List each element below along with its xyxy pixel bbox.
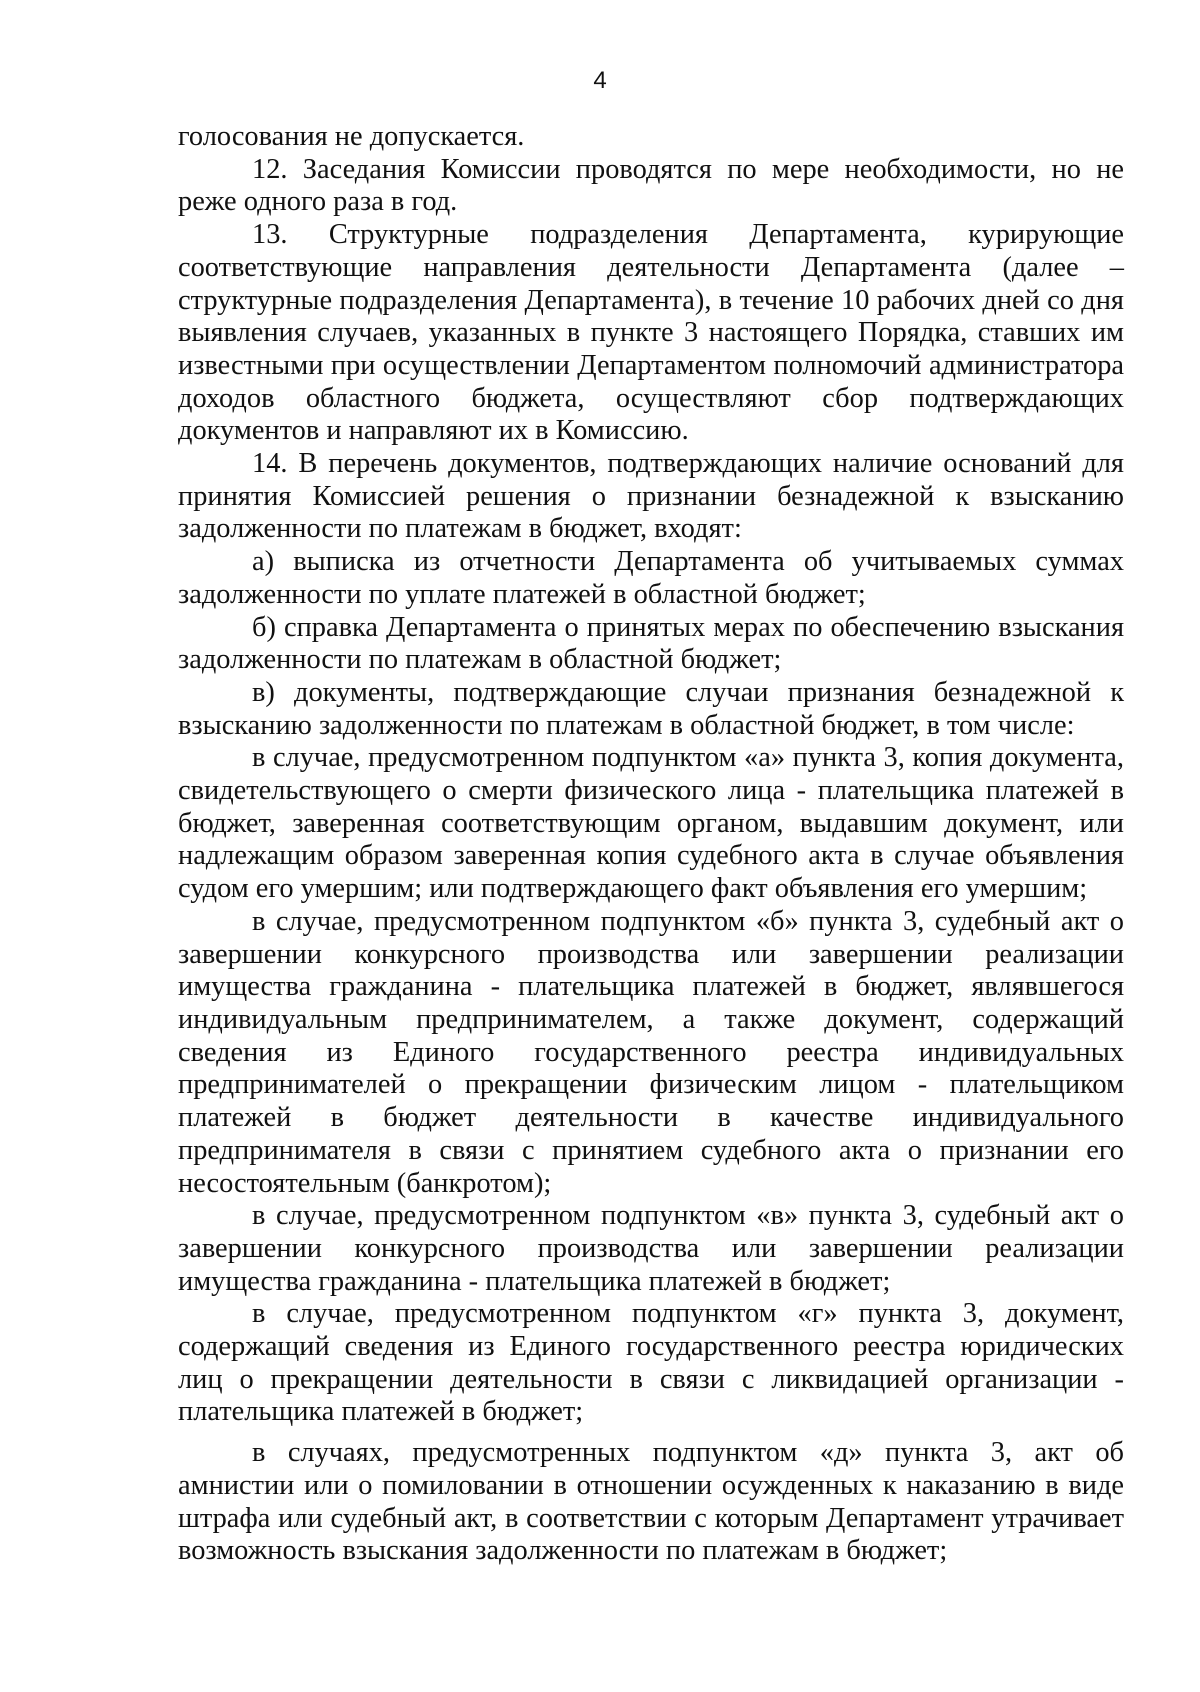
paragraph-case-d: в случаях, предусмотренных подпунктом «д» пункта 3, акт об амнистии или о помиловании в отношении осужденных к наказанию в виде штрафа или судебный акт, в соответствии с которым Департамент утрачивает возможность взыскания задолженности по платежам в бюджет;	[178, 1437, 1124, 1567]
paragraph-subitem-v: в) документы, подтверждающие случаи признания безнадежной к взысканию задолженности по платежам в областной бюджет, в том числе:	[178, 676, 1124, 741]
paragraph-item-12: 12. Заседания Комиссии проводятся по мере необходимости, но не реже одного раза в год.	[178, 153, 1124, 218]
paragraph-continuation: голосования не допускается.	[178, 121, 525, 152]
paragraph-item-14: 14. В перечень документов, подтверждающих наличие оснований для принятия Комиссией решения о признании безнадежной к взысканию задолженности по платежам в бюджет, входят:	[178, 448, 1124, 545]
paragraph-item-13: 13. Структурные подразделения Департамента, курирующие соответствующие направления деятельности Департамента (далее – структурные подразделения Департамента), в течение 10 рабочих дней со дня выявления случаев, указанных в пункте 3 настоящего Порядка, ставших им известными при осуществлении Департаментом полномочий администратора доходов областного бюджета, осуществляют сбор подтверждающих документов и направляют их в Комиссию.	[178, 219, 1124, 447]
page-number: 4	[593, 67, 607, 94]
document-body	[178, 121, 1124, 1568]
paragraph-case-b: в случае, предусмотренном подпунктом «б» пункта 3, судебный акт о завершении конкурсного производства или завершении реализации имущества гражданина - плательщика платежей в бюджет, являвшегося индивидуальным предпринимателем, а также документ, содержащий сведения из Единого государственного реестра индивидуальных предпринимателей о прекращении физическим лицом - плательщиком платежей в бюджет деятельности в качестве индивидуального предпринимателя в связи с принятием судебного акта о признании его несостоятельным (банкротом);	[178, 905, 1124, 1199]
paragraph-case-a: в случае, предусмотренном подпунктом «а» пункта 3, копия документа, свидетельствующего о смерти физического лица - плательщика платежей в бюджет, заверенная соответствующим органом, выдавшим документ, или надлежащим образом заверенная копия судебного акта в случае объявления судом его умершим; или подтверждающего факт объявления его умершим;	[178, 742, 1124, 905]
paragraph-subitem-a: а) выписка из отчетности Департамента об учитываемых суммах задолженности по уплате платежей в областной бюджет;	[178, 546, 1124, 610]
paragraph-case-g: в случае, предусмотренном подпунктом «г» пункта 3, документ, содержащий сведения из Единого государственного реестра юридических лиц о прекращении деятельности в связи с ликвидацией организации - плательщика платежей в бюджет;	[178, 1298, 1124, 1428]
paragraph-case-v: в случае, предусмотренном подпунктом «в» пункта 3, судебный акт о завершении конкурсного производства или завершении реализации имущества гражданина - плательщика платежей в бюджет;	[178, 1200, 1124, 1297]
paragraph-subitem-b: б) справка Департамента о принятых мерах по обеспечению взыскания задолженности по платежам в областной бюджет;	[178, 611, 1124, 676]
